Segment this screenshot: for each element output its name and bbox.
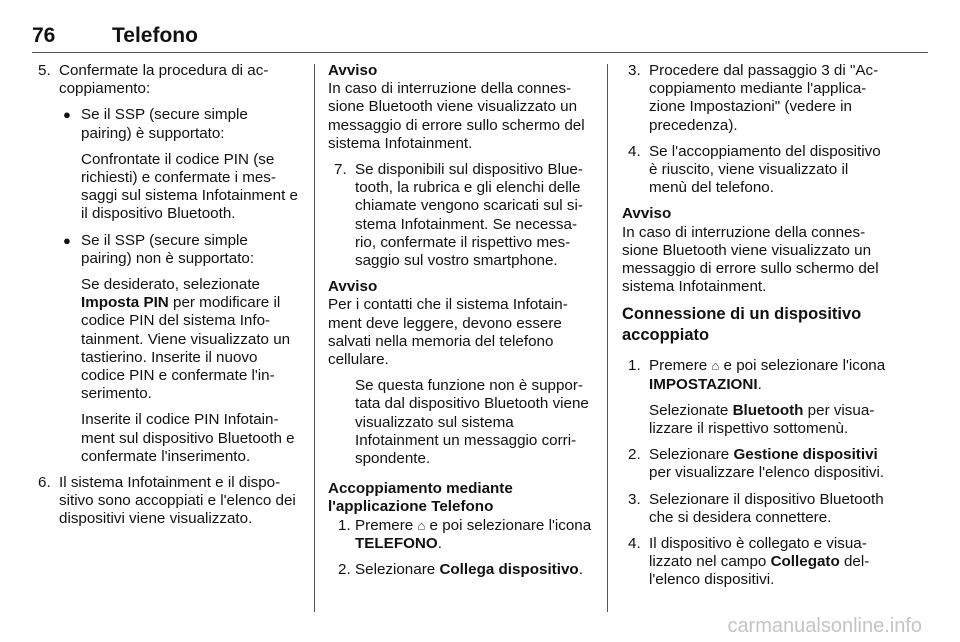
note-heading: Avviso (622, 205, 672, 223)
list-item: 1. Premere ⌂ e poi selezionare l'icona IMPOSTAZIONI. (628, 357, 886, 393)
list-item: 5. Confermate la procedura di accoppiamento: (38, 62, 269, 98)
list-item: 6. Il sistema Infotainment e il dispositivo sono accoppiati e l'elenco dei dispositivi viene visualizzato. (38, 474, 296, 528)
column-1 (32, 62, 302, 537)
page-title: Telefono (112, 24, 198, 47)
list-item: 2. Selezionare Gestione dispositivi per visualizzare l'elenco dispositivi. (628, 446, 885, 482)
bullet-icon: ● (63, 232, 71, 248)
bullet-icon: ● (63, 107, 71, 123)
note-text: Per i contatti che il sistema Infotainment deve leggere, devono essere salvati nella memoria del telefono cellulare. (328, 296, 568, 369)
page-number: 76 (32, 24, 56, 47)
page-header (32, 24, 928, 53)
column-3 (622, 62, 888, 598)
list-item: 1. Premere ⌂ e poi selezionare l'icona TELEFONO. (338, 516, 592, 552)
note-heading: Avviso (328, 278, 378, 296)
list-item: 7. Se disponibili sul dispositivo Bluetooth, la rubrica e gli elenchi delle chiamate vengono scaricati sul sistema Infotainment. Se necessario, confermate il rispettivo messaggio sul vostro smartphone. (334, 161, 583, 270)
note-text: In caso di interruzione della connessione Bluetooth viene visualizzato un messaggio di errore sullo schermo del sistema Infotainment. (328, 80, 585, 152)
list-item: 4. Se l'accoppiamento del dispositivo è riuscito, viene visualizzato il menù del telefono. (628, 142, 881, 197)
subheading: Accoppiamento mediante l'applicazione Telefono (328, 480, 513, 516)
bullet-item: ● Se il SSP (secure simple pairing) non è supportato: (63, 231, 255, 267)
list-item: 3. Selezionare il dispositivo Bluetooth che si desidera connettere. (628, 490, 884, 526)
paragraph: Selezionate Bluetooth per visualizzare il rispettivo sottomenù. (649, 401, 875, 438)
paragraph: Inserite il codice PIN Infotainment sul dispositivo Bluetooth e confermate l'inserimento. (81, 411, 295, 465)
column-divider (314, 64, 315, 612)
list-item: 4. Il dispositivo è collegato e visualizzato nel campo Collegato dell'elenco dispositivi. (628, 535, 870, 589)
column-2 (328, 62, 593, 587)
paragraph: Se desiderato, selezionate Imposta PIN per modificare il codice PIN del sistema Infotainment. Viene visualizzato un tastierino. Inserite il nuovo codice PIN e confermate l'inserimento. (81, 276, 291, 403)
column-divider (607, 64, 608, 612)
bullet-item: ● Se il SSP (secure simple pairing) è supportato: (63, 106, 248, 142)
note-text-indented: Se questa funzione non è supportata dal dispositivo Bluetooth viene visualizzato sul sistema Infotainment un messaggio corrispondente. (355, 377, 589, 468)
watermark: carmanualsonline.info (727, 615, 922, 637)
home-icon: ⌂ (417, 517, 426, 533)
list-item: 2. Selezionare Collega dispositivo. (338, 561, 583, 579)
paragraph: Confrontate il codice PIN (se richiesti) e confermate i messaggi sul sistema Infotainment e il dispositivo Bluetooth. (81, 150, 298, 223)
home-icon: ⌂ (711, 358, 720, 374)
list-item: 3. Procedere dal passaggio 3 di "Accoppiamento mediante l'applicazione Impostazioni" (vedere in precedenza). (628, 62, 879, 134)
note-heading: Avviso (328, 62, 378, 79)
section-heading: Connessione di un dispositivo accoppiato (622, 305, 862, 344)
note-text: In caso di interruzione della connessione Bluetooth viene visualizzato un messaggio di errore sullo schermo del sistema Infotainment. (622, 223, 879, 296)
